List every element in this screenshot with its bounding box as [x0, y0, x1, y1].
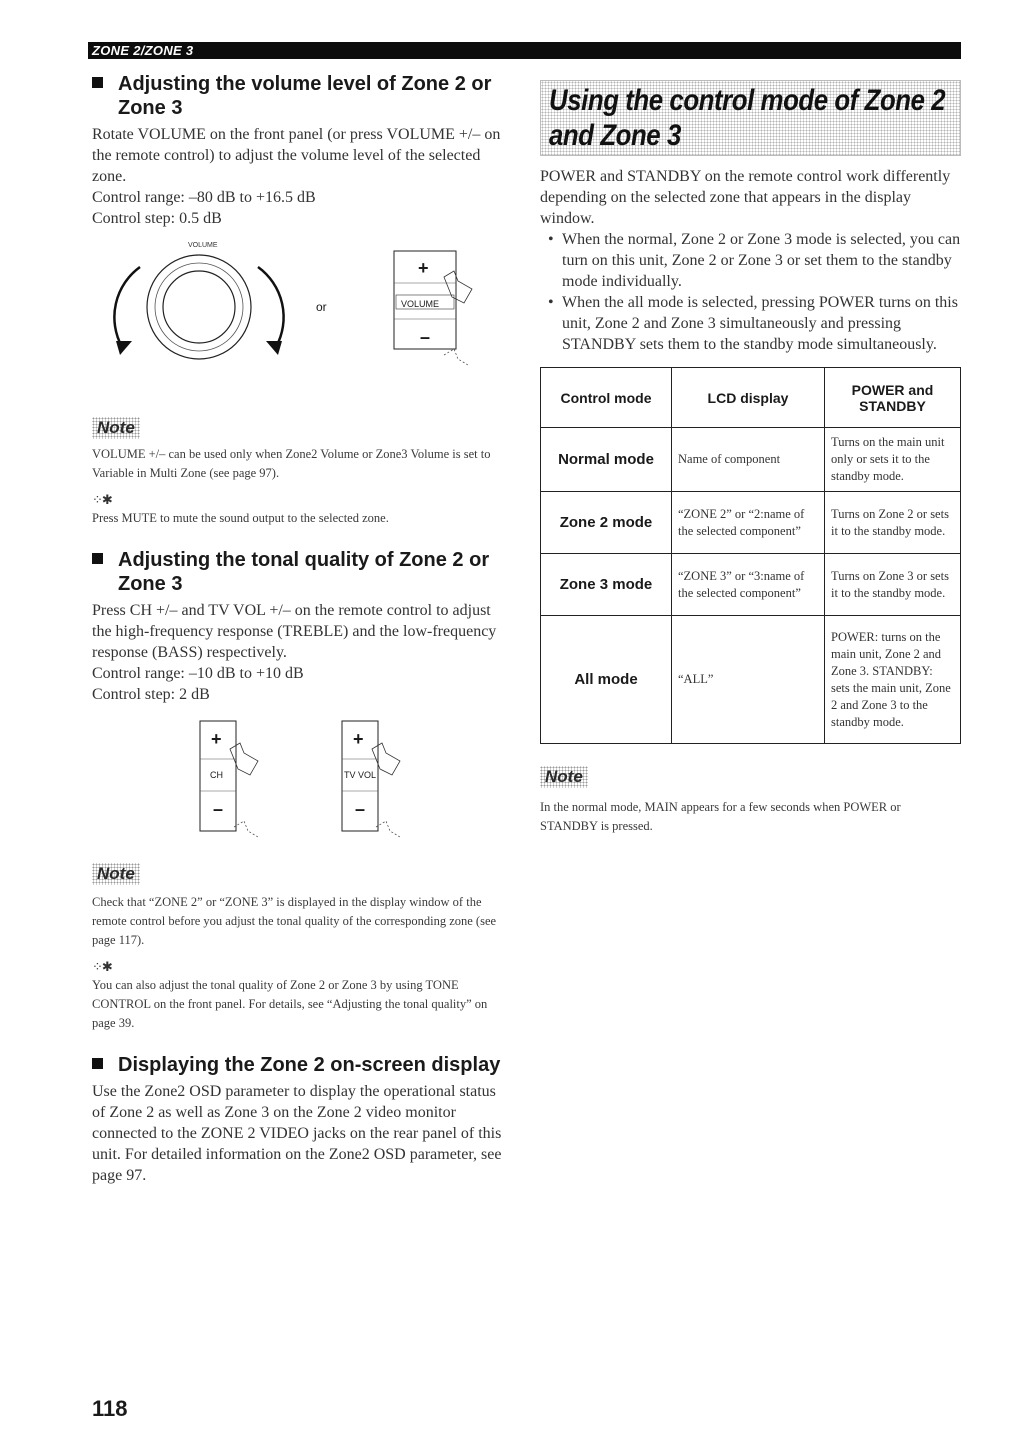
cell-mode: Zone 3 mode [541, 554, 672, 616]
volume-key-plus: + [418, 258, 429, 278]
tonal-range: Control range: –10 dB to +10 dB [92, 665, 304, 682]
ch-key-plus: + [211, 729, 222, 749]
bullet-item: • When the normal, Zone 2 or Zone 3 mode is selected, you can turn on this unit, Zone 2 or Zone 3 or set them to the standby mode individually. [548, 231, 961, 290]
or-label: or [316, 300, 327, 314]
volume-key-label: VOLUME [401, 299, 440, 309]
cell-mode: Zone 2 mode [541, 492, 672, 554]
cell-mode: All mode [541, 616, 672, 744]
cell-lcd: “ZONE 3” or “3:name of the selected component” [672, 554, 825, 616]
table-header-row [541, 368, 961, 428]
cell-power: Turns on the main unit only or sets it to the standby mode. [825, 428, 961, 492]
cell-power: Turns on Zone 2 or sets it to the standby mode. [825, 492, 961, 554]
heading-volume: Adjusting the volume level of Zone 2 or Zone 3 [92, 72, 510, 120]
cell-lcd: Name of component [672, 428, 825, 492]
volume-range: Control range: –80 dB to +16.5 dB [92, 189, 316, 206]
remote-keys-icon [92, 719, 510, 849]
banner-line-2: and Zone 3 [549, 119, 681, 152]
note-volume [92, 417, 510, 439]
section-tag: ZONE 2/ZONE 3 [92, 43, 194, 58]
knob-label: VOLUME [188, 242, 218, 249]
note-badge: Note [540, 766, 588, 788]
ch-key-minus: – [213, 799, 224, 819]
section-banner [540, 80, 961, 156]
right-column [540, 80, 961, 836]
note-tonal [92, 863, 510, 885]
cell-power: POWER: turns on the main unit, Zone 2 and Zone 3. STANDBY: sets the main unit, Zone 2 and Zone 3 to the standby mode. [825, 616, 961, 744]
bullet-item: • When the all mode is selected, pressing POWER turns on this unit, Zone 2 and Zone 3 simultaneously and pressing STANDBY sets them to the standby mode simultaneously. [548, 294, 958, 353]
col-header: LCD display [672, 368, 825, 428]
note-control-text: In the normal mode, MAIN appears for a few seconds when POWER or STANDBY is pressed. [540, 800, 901, 833]
heading-osd: Displaying the Zone 2 on-screen display [92, 1053, 510, 1077]
cell-lcd: “ALL” [672, 616, 825, 744]
header-bar [88, 42, 961, 59]
tip-icon: ⁘✱ [92, 959, 112, 974]
tvvol-key-minus: – [355, 799, 366, 819]
bullet-square [92, 553, 103, 564]
table-row [541, 492, 961, 554]
note-badge: Note [92, 417, 140, 439]
note-control [540, 766, 961, 788]
osd-body: Use the Zone2 OSD parameter to display the operational status of Zone 2 as well as Zone 3 on the Zone 2 video monitor connected to the ZONE 2 VIDEO jacks on the rear panel of this unit. For detailed information on the Zone2 OSD parameter, see page 97. [92, 1083, 502, 1184]
volume-knob-icon [92, 237, 510, 377]
cell-mode: Normal mode [541, 428, 672, 492]
ch-key-label: CH [210, 770, 223, 780]
heading-tonal: Adjusting the tonal quality of Zone 2 or Zone 3 [92, 548, 510, 596]
control-bullets [540, 229, 961, 355]
banner-line-1: Using the control mode of Zone 2 [549, 84, 946, 117]
volume-step: Control step: 0.5 dB [92, 210, 222, 227]
volume-illustration [92, 237, 510, 377]
volume-body: Rotate VOLUME on the front panel (or press VOLUME +/– on the remote control) to adjust the volume level of the selected zone. [92, 126, 501, 185]
note-tonal-text: Check that “ZONE 2” or “ZONE 3” is displayed in the display window of the remote control before you adjust the tonal quality of the corresponding zone (see page 117). [92, 895, 497, 947]
tip-icon: ⁘✱ [92, 492, 112, 507]
remote-keys-illustration [92, 719, 510, 849]
note-badge: Note [92, 863, 140, 885]
control-intro: POWER and STANDBY on the remote control work differently depending on the selected zone that appears in the display window. [540, 168, 951, 227]
volume-key-minus: – [420, 327, 431, 347]
cell-power: Turns on Zone 3 or sets it to the standby mode. [825, 554, 961, 616]
bullet-square [92, 77, 103, 88]
tonal-step: Control step: 2 dB [92, 686, 210, 703]
note-volume-text: VOLUME +/– can be used only when Zone2 Volume or Zone3 Volume is set to Variable in Multi Zone (see page 97). [92, 447, 491, 480]
control-mode-table [540, 367, 961, 744]
table-row [541, 616, 961, 744]
table-row [541, 554, 961, 616]
table-row [541, 428, 961, 492]
col-header: POWER and STANDBY [825, 368, 961, 428]
tvvol-key-plus: + [353, 729, 364, 749]
tip-tone-text: You can also adjust the tonal quality of Zone 2 or Zone 3 by using TONE CONTROL on the front panel. For details, see “Adjusting the tonal quality” on page 39. [92, 978, 488, 1030]
tonal-body: Press CH +/– and TV VOL +/– on the remote control to adjust the high-frequency response (TREBLE) and the low-frequency response (BASS) respectively. [92, 602, 497, 661]
col-header: Control mode [541, 368, 672, 428]
tvvol-key-label: TV VOL [344, 770, 377, 780]
tip-mute-text: Press MUTE to mute the sound output to the selected zone. [92, 511, 389, 525]
cell-lcd: “ZONE 2” or “2:name of the selected component” [672, 492, 825, 554]
left-column [92, 72, 510, 1186]
bullet-square [92, 1058, 103, 1069]
page-number: 118 [92, 1396, 128, 1421]
